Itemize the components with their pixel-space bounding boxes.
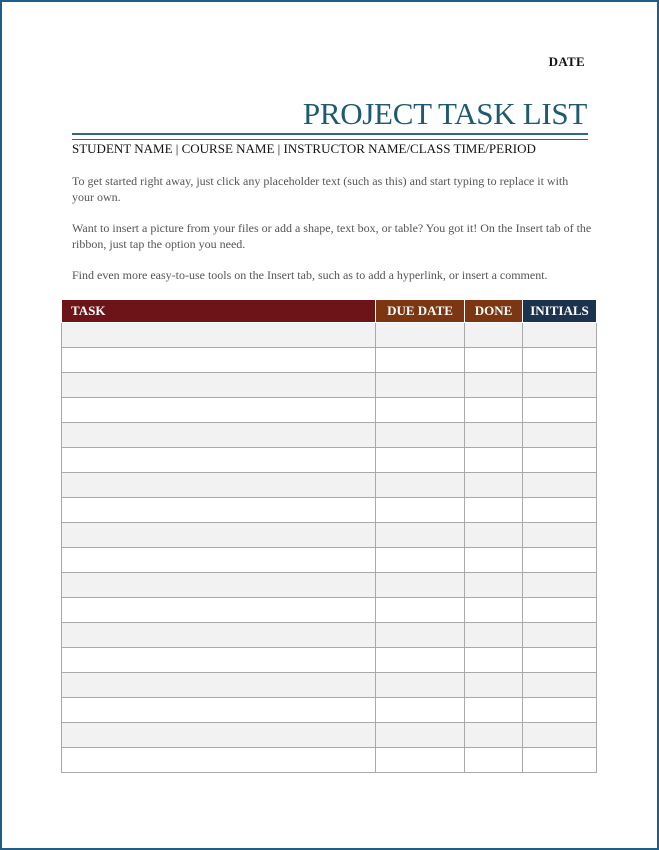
done-cell[interactable] <box>465 348 523 373</box>
task-cell[interactable] <box>62 648 376 673</box>
due-date-cell[interactable] <box>376 348 465 373</box>
due-date-cell[interactable] <box>376 323 465 348</box>
due-date-cell[interactable] <box>376 498 465 523</box>
table-row <box>62 723 597 748</box>
table-row <box>62 348 597 373</box>
task-cell[interactable] <box>62 523 376 548</box>
done-cell[interactable] <box>465 498 523 523</box>
table-header-row <box>62 300 597 323</box>
done-cell[interactable] <box>465 623 523 648</box>
done-cell[interactable] <box>465 548 523 573</box>
initials-cell[interactable] <box>523 348 597 373</box>
initials-cell[interactable] <box>523 623 597 648</box>
task-table-body <box>62 323 597 773</box>
task-cell[interactable] <box>62 573 376 598</box>
task-cell[interactable] <box>62 423 376 448</box>
header-task: TASK <box>62 300 376 323</box>
done-cell[interactable] <box>465 423 523 448</box>
table-row <box>62 523 597 548</box>
due-date-cell[interactable] <box>376 673 465 698</box>
done-cell[interactable] <box>465 698 523 723</box>
initials-cell[interactable] <box>523 373 597 398</box>
date-label[interactable]: DATE <box>548 54 585 69</box>
initials-cell[interactable] <box>523 698 597 723</box>
table-row <box>62 573 597 598</box>
initials-cell[interactable] <box>523 323 597 348</box>
table-row <box>62 398 597 423</box>
table-row <box>62 423 597 448</box>
task-cell[interactable] <box>62 598 376 623</box>
due-date-cell[interactable] <box>376 748 465 773</box>
initials-cell[interactable] <box>523 648 597 673</box>
due-date-cell[interactable] <box>376 473 465 498</box>
table-row <box>62 323 597 348</box>
done-cell[interactable] <box>465 648 523 673</box>
task-cell[interactable] <box>62 323 376 348</box>
initials-cell[interactable] <box>523 498 597 523</box>
due-date-cell[interactable] <box>376 698 465 723</box>
placeholder-paragraph-1[interactable]: To get started right away, just click any placeholder text (such as this) and start typing to replace it with your own. <box>72 174 569 204</box>
table-row <box>62 648 597 673</box>
task-cell[interactable] <box>62 723 376 748</box>
header-due-date: DUE DATE <box>376 300 465 323</box>
initials-cell[interactable] <box>523 423 597 448</box>
done-cell[interactable] <box>465 673 523 698</box>
task-table <box>61 299 597 773</box>
due-date-cell[interactable] <box>376 648 465 673</box>
due-date-cell[interactable] <box>376 423 465 448</box>
initials-cell[interactable] <box>523 523 597 548</box>
task-cell[interactable] <box>62 673 376 698</box>
table-row <box>62 548 597 573</box>
document-title[interactable]: PROJECT TASK LIST <box>302 96 587 131</box>
task-cell[interactable] <box>62 348 376 373</box>
done-cell[interactable] <box>465 598 523 623</box>
done-cell[interactable] <box>465 323 523 348</box>
done-cell[interactable] <box>465 373 523 398</box>
placeholder-paragraph-2[interactable]: Want to insert a picture from your files or add a shape, text box, or table? You got it! On the Insert tab of the ribbon, just tap the option you need. <box>72 221 592 251</box>
task-cell[interactable] <box>62 748 376 773</box>
task-cell[interactable] <box>62 498 376 523</box>
table-row <box>62 698 597 723</box>
header-done: DONE <box>465 300 523 323</box>
table-row <box>62 373 597 398</box>
done-cell[interactable] <box>465 723 523 748</box>
initials-cell[interactable] <box>523 573 597 598</box>
table-row <box>62 748 597 773</box>
initials-cell[interactable] <box>523 723 597 748</box>
initials-cell[interactable] <box>523 398 597 423</box>
task-cell[interactable] <box>62 548 376 573</box>
initials-cell[interactable] <box>523 548 597 573</box>
due-date-cell[interactable] <box>376 598 465 623</box>
due-date-cell[interactable] <box>376 373 465 398</box>
done-cell[interactable] <box>465 573 523 598</box>
due-date-cell[interactable] <box>376 623 465 648</box>
due-date-cell[interactable] <box>376 398 465 423</box>
task-cell[interactable] <box>62 448 376 473</box>
table-row <box>62 473 597 498</box>
due-date-cell[interactable] <box>376 723 465 748</box>
due-date-cell[interactable] <box>376 548 465 573</box>
initials-cell[interactable] <box>523 673 597 698</box>
done-cell[interactable] <box>465 748 523 773</box>
initials-cell[interactable] <box>523 748 597 773</box>
task-cell[interactable] <box>62 373 376 398</box>
task-cell[interactable] <box>62 623 376 648</box>
initials-cell[interactable] <box>523 473 597 498</box>
placeholder-paragraph-3[interactable]: Find even more easy-to-use tools on the Insert tab, such as to add a hyperlink, or insert a comment. <box>72 268 548 282</box>
task-cell[interactable] <box>62 698 376 723</box>
task-cell[interactable] <box>62 473 376 498</box>
table-row <box>62 623 597 648</box>
title-divider <box>72 133 588 140</box>
done-cell[interactable] <box>465 523 523 548</box>
table-row <box>62 498 597 523</box>
due-date-cell[interactable] <box>376 523 465 548</box>
done-cell[interactable] <box>465 398 523 423</box>
table-row <box>62 673 597 698</box>
table-row <box>62 448 597 473</box>
due-date-cell[interactable] <box>376 448 465 473</box>
initials-cell[interactable] <box>523 448 597 473</box>
table-row <box>62 598 597 623</box>
initials-cell[interactable] <box>523 598 597 623</box>
done-cell[interactable] <box>465 473 523 498</box>
done-cell[interactable] <box>465 448 523 473</box>
header-initials: INITIALS <box>523 300 597 323</box>
document-subtitle[interactable]: STUDENT NAME | COURSE NAME | INSTRUCTOR NAME/CLASS TIME/PERIOD <box>72 141 536 156</box>
task-cell[interactable] <box>62 398 376 423</box>
due-date-cell[interactable] <box>376 573 465 598</box>
